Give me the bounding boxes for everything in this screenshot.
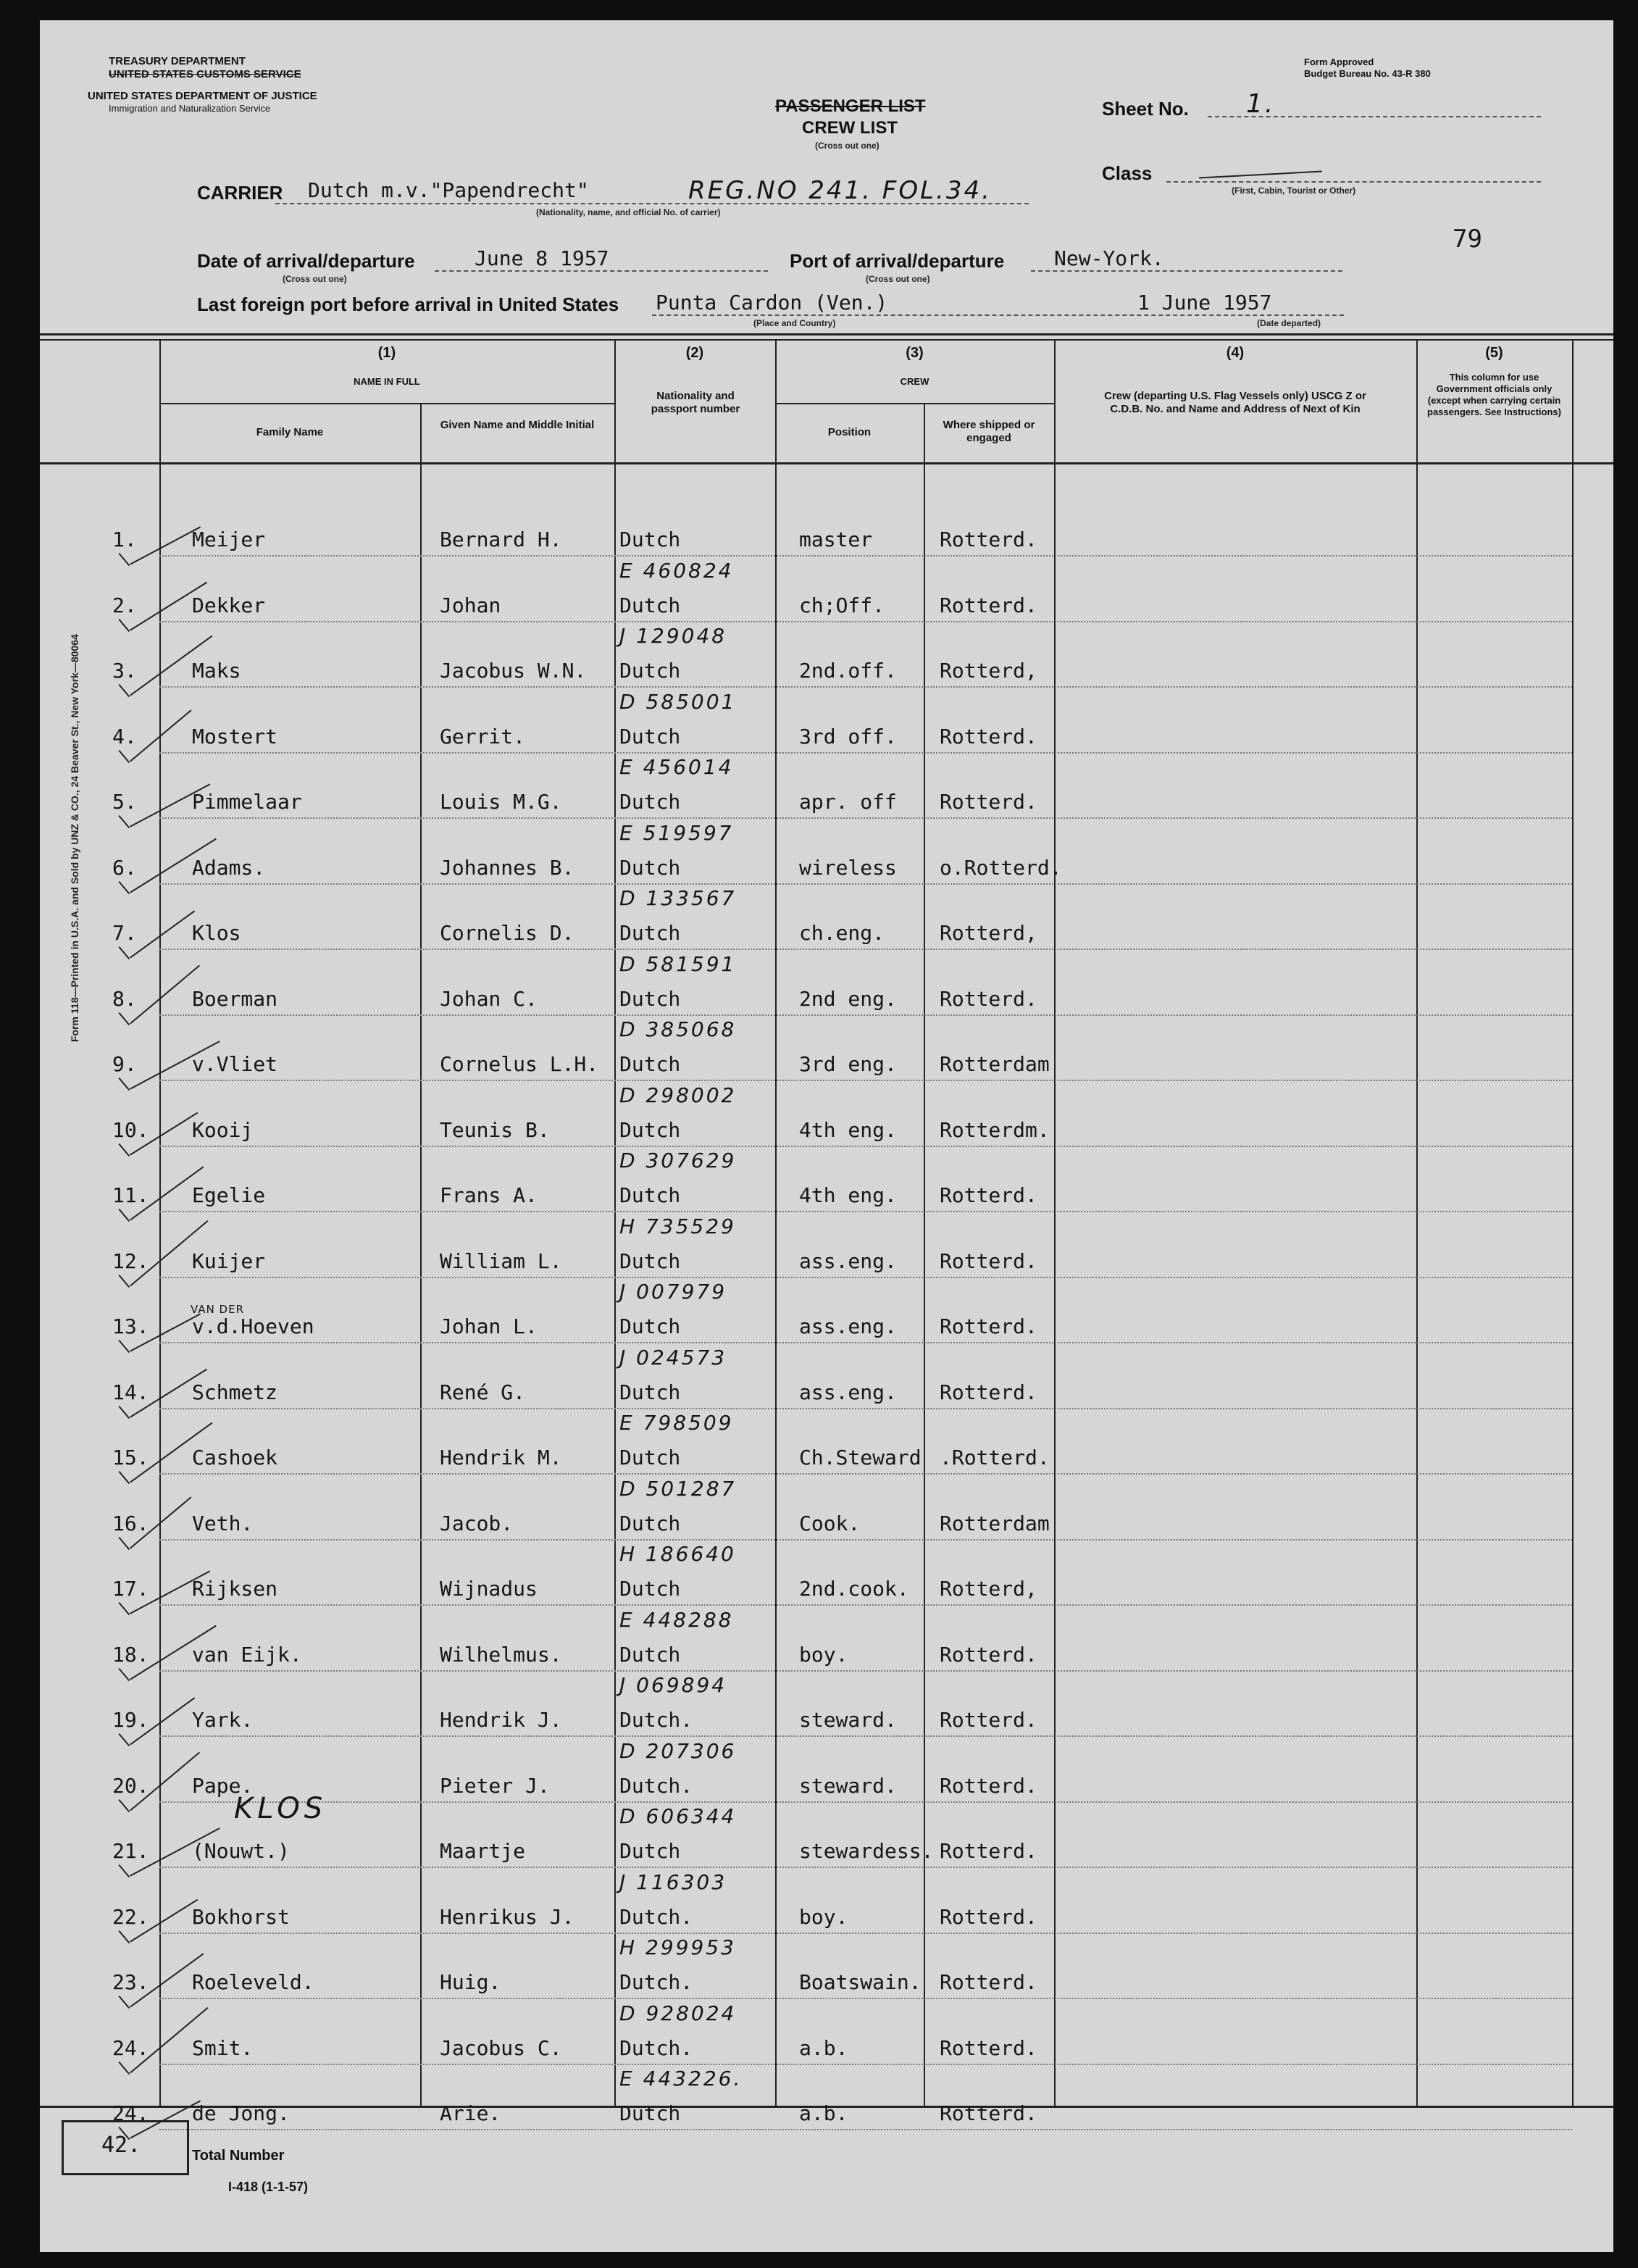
sheet-label: Sheet No.: [1102, 98, 1189, 120]
given-name: René G.: [440, 1380, 526, 1404]
given-name: Jacobus W.N.: [440, 659, 587, 683]
col-divider-gov: [1572, 339, 1574, 2107]
nationality: Dutch: [619, 855, 681, 880]
row-rule: [159, 1933, 1572, 1934]
passport-number: E 448288: [619, 1607, 734, 1632]
family-name: Kooij: [192, 1117, 254, 1142]
passport-number: D 581591: [619, 951, 737, 976]
last-port-label: Last foreign port before arrival in United States: [197, 293, 619, 315]
passport-number: H 299953: [619, 1935, 736, 1959]
position: 2nd.off.: [799, 659, 897, 683]
passport-number: D 207306: [619, 1738, 737, 1763]
position: ch.eng.: [799, 921, 885, 945]
position: ass.eng.: [799, 1248, 897, 1273]
list-cross-note: (Cross out one): [815, 141, 879, 151]
row-rule: [159, 752, 1572, 754]
row-number: 13.: [112, 1314, 149, 1338]
family-name: Pimmelaar: [192, 790, 302, 814]
given-name: Louis M.G.: [440, 790, 562, 814]
row-rule: [159, 621, 1572, 622]
family-name: van Eijk.: [192, 1642, 302, 1667]
departed-note: (Date departed): [1257, 318, 1321, 328]
carrier-label: CARRIER: [197, 182, 283, 204]
given-name: Johan: [440, 593, 501, 617]
check-mark: [118, 553, 130, 566]
class-dash-mark: [1199, 171, 1322, 179]
row-rule: [159, 949, 1572, 950]
nationality: Dutch: [619, 2101, 681, 2125]
position: Ch.Steward: [799, 1446, 922, 1469]
check-mark: [118, 1209, 130, 1222]
side-print-note: Form 118—Printed in U.S.A. and Sold by UNZ & CO., 24 Beaver St., New York—80064: [69, 634, 80, 1042]
given-name: Henrikus J.: [440, 1904, 574, 1929]
col5-sub: This column for use Government officials only (except when carrying certain passengers. See Instructions): [1427, 372, 1561, 417]
passport-number: H 735529: [619, 1214, 736, 1238]
family-name: de Jong.: [192, 2101, 290, 2125]
row-number: 17.: [112, 1577, 149, 1601]
given-name: Pieter J.: [440, 1773, 550, 1798]
passport-number: J 069894: [619, 1673, 727, 1697]
passport-number: D 501287: [619, 1476, 737, 1501]
date-value: June 8 1957: [475, 246, 609, 270]
agency-justice: UNITED STATES DEPARTMENT OF JUSTICE: [88, 90, 317, 102]
row-rule: [159, 1277, 1572, 1278]
carrier-value: Dutch m.v."Papendrecht": [308, 178, 589, 202]
position: ass.eng.: [799, 1380, 897, 1404]
shipped-where: Rotterd.: [940, 1248, 1037, 1273]
header-bottom-rule: [40, 462, 1613, 464]
check-mark: [118, 1996, 130, 2009]
position: ass.eng.: [799, 1314, 897, 1338]
position: apr. off: [799, 790, 897, 814]
passport-number: D 606344: [619, 1804, 737, 1828]
carrier-reg: REG.NO 241. FOL.34.: [688, 176, 992, 205]
family-name: Cashoek: [192, 1446, 278, 1469]
passport-number: D 585001: [619, 689, 737, 714]
departed-value: 1 June 1957: [1137, 291, 1272, 314]
check-mark: [118, 1471, 130, 1484]
row-number: 22.: [112, 1904, 149, 1929]
shipped-where: Rotterdm.: [940, 1117, 1050, 1142]
family-name: Boerman: [192, 986, 278, 1011]
given-name: Maartje: [440, 1839, 526, 1863]
row-rule: [159, 1539, 1572, 1541]
date-label: Date of arrival/departure: [197, 250, 415, 272]
nationality: Dutch: [619, 1642, 681, 1667]
nationality: Dutch: [619, 1511, 681, 1535]
col2-num: (2): [685, 345, 704, 361]
family-name: Roeleveld.: [192, 1970, 314, 1994]
col-given-header: Given Name and Middle Initial: [440, 419, 595, 431]
check-mark: [118, 1733, 130, 1746]
given-name: Jacob.: [440, 1511, 514, 1535]
family-name: Smit.: [192, 2035, 254, 2060]
shipped-where: Rotterd.: [940, 1970, 1037, 1994]
nationality: Dutch: [619, 986, 681, 1011]
position: 3rd off.: [799, 724, 897, 749]
agency-treasury: TREASURY DEPARTMENT: [109, 55, 246, 67]
position: 2nd eng.: [799, 986, 897, 1011]
given-name: Arie.: [440, 2101, 501, 2125]
row-number: 3.: [112, 659, 137, 683]
last-port-line: [652, 314, 1344, 316]
position: 4th eng.: [799, 1183, 897, 1207]
check-mark: [118, 684, 130, 697]
position: stewardess.: [799, 1839, 934, 1863]
given-name: Huig.: [440, 1970, 501, 1994]
shipped-where: Rotterd.: [940, 593, 1037, 617]
family-name: Pape.: [192, 1773, 254, 1798]
col3-sub: CREW: [900, 376, 929, 387]
nationality: Dutch.: [619, 1773, 693, 1798]
shipped-where: Rotterd.: [940, 2035, 1037, 2060]
row-rule: [159, 2129, 1572, 2130]
passport-number: D 385068: [619, 1017, 737, 1041]
col-divider-next-of-kin: [1416, 339, 1418, 2107]
shipped-where: Rotterd.: [940, 1183, 1037, 1207]
row-number: 4.: [112, 724, 137, 749]
nationality: Dutch: [619, 659, 681, 683]
position: steward.: [799, 1708, 897, 1732]
position: ch;Off.: [799, 593, 885, 617]
passport-number: H 186640: [619, 1542, 736, 1566]
position: wireless: [799, 855, 897, 880]
shipped-where: Rotterd,: [940, 659, 1037, 683]
date-line: [435, 270, 768, 272]
row-number: 10.: [112, 1117, 149, 1142]
check-mark: [118, 815, 130, 828]
col-divider-given: [614, 339, 616, 2107]
check-mark: [118, 1668, 130, 1681]
col5-num: (5): [1485, 345, 1503, 361]
check-mark: [118, 1537, 130, 1550]
nationality: Dutch: [619, 1052, 681, 1076]
row-rule: [159, 1342, 1572, 1343]
row-rule: [159, 883, 1572, 885]
check-mark: [118, 750, 130, 763]
row-number: 21.: [112, 1839, 149, 1863]
shipped-where: Rotterd.: [940, 1839, 1037, 1863]
shipped-where: Rotterdam: [940, 1511, 1050, 1535]
nationality: Dutch: [619, 724, 681, 749]
row-rule: [159, 686, 1572, 688]
agency-customs: UNITED STATES CUSTOMS SERVICE: [109, 68, 301, 80]
shipped-where: Rotterd.: [940, 1773, 1037, 1798]
last-port-value: Punta Cardon (Ven.): [656, 291, 888, 314]
check-mark: [118, 881, 130, 894]
family-name: Rijksen: [192, 1577, 278, 1601]
passport-number: J 129048: [619, 624, 727, 648]
check-mark: [118, 619, 130, 632]
col1-sub: NAME IN FULL: [354, 376, 420, 387]
passenger-list-struck: PASSENGER LIST: [775, 96, 926, 116]
passport-number: E 460824: [619, 558, 734, 583]
row-rule: [159, 1670, 1572, 1672]
col-divider-where: [1054, 339, 1056, 2107]
row-number: 12.: [112, 1248, 149, 1273]
given-name: Frans A.: [440, 1183, 538, 1207]
family-name: Mostert: [192, 724, 278, 749]
nationality: Dutch: [619, 1577, 681, 1601]
family-name: v.d.Hoeven: [192, 1314, 314, 1338]
family-name: Maks: [192, 659, 241, 683]
table-top-rule: [40, 333, 1613, 335]
row-rule: [159, 1735, 1572, 1737]
col-position-header: Position: [827, 426, 872, 438]
row-number: 1.: [112, 528, 137, 551]
class-line: [1166, 181, 1541, 183]
shipped-where: o.Rotterd.: [940, 855, 1062, 880]
passport-number: E 798509: [619, 1411, 734, 1435]
crew-list-title: CREW LIST: [802, 118, 898, 138]
annotation-klos: KLOS: [234, 1792, 327, 1825]
check-mark: [118, 1406, 130, 1419]
passport-number: D 307629: [619, 1148, 737, 1172]
passport-number: E 519597: [619, 820, 734, 845]
row-rule: [159, 1604, 1572, 1606]
row-number: 5.: [112, 790, 137, 814]
family-name: Bokhorst: [192, 1904, 290, 1929]
given-name: Gerrit.: [440, 724, 526, 749]
check-mark: [118, 1930, 130, 1943]
row-rule: [159, 1080, 1572, 1081]
row-rule: [159, 1867, 1572, 1868]
col-divider-num: [159, 339, 161, 2107]
position: boy.: [799, 1642, 848, 1667]
check-mark: [118, 1864, 130, 1877]
given-name: Teunis B.: [440, 1117, 550, 1142]
position: Boatswain.: [799, 1970, 922, 1994]
shipped-where: Rotterd.: [940, 1380, 1037, 1404]
shipped-where: Rotterd.: [940, 2101, 1037, 2125]
nationality: Dutch: [619, 1839, 681, 1863]
row-rule: [159, 1473, 1572, 1475]
given-name: Johan L.: [440, 1314, 538, 1338]
name-sub-rule: [159, 403, 614, 404]
nationality: Dutch.: [619, 2035, 693, 2060]
shipped-where: Rotterd.: [940, 528, 1037, 551]
class-label: Class: [1102, 162, 1153, 184]
shipped-where: Rotterd.: [940, 724, 1037, 749]
sheet-value: 1.: [1246, 89, 1276, 119]
nationality: Dutch: [619, 790, 681, 814]
position: 4th eng.: [799, 1117, 897, 1142]
row-number: 19.: [112, 1708, 149, 1732]
family-name: Veth.: [192, 1511, 254, 1535]
form-approved: Form Approved: [1304, 57, 1374, 67]
shipped-where: Rotterd,: [940, 921, 1037, 945]
row-number: 11.: [112, 1183, 149, 1207]
check-mark: [118, 2061, 130, 2075]
col-where-header: Where shipped or engaged: [943, 419, 1035, 444]
family-name: Adams.: [192, 855, 266, 880]
col2-sub: Nationality and passport number: [651, 390, 740, 415]
annotation-vander: VAN DER: [191, 1303, 245, 1316]
port-label: Port of arrival/departure: [790, 250, 1005, 272]
row-number: 16.: [112, 1511, 149, 1535]
row-rule: [159, 817, 1572, 819]
given-name: Cornelis D.: [440, 921, 574, 945]
family-name: (Nouwt.): [192, 1839, 290, 1863]
total-label: Total Number: [192, 2148, 285, 2164]
col4-num: (4): [1226, 345, 1245, 361]
given-name: Johannes B.: [440, 855, 574, 880]
passport-number: E 456014: [619, 755, 734, 779]
shipped-where: Rotterd,: [940, 1577, 1037, 1601]
row-rule: [159, 1014, 1572, 1016]
shipped-where: .Rotterd.: [940, 1446, 1050, 1469]
table-top-rule-2: [40, 339, 1613, 341]
check-mark-stroke: [130, 910, 195, 958]
position: boy.: [799, 1904, 848, 1929]
position: 3rd eng.: [799, 1052, 897, 1076]
row-number: 14.: [112, 1380, 149, 1404]
nationality: Dutch: [619, 1314, 681, 1338]
check-mark: [118, 1143, 130, 1156]
nationality: Dutch.: [619, 1970, 693, 1994]
crew-sub-rule: [775, 403, 1054, 404]
given-name: Wijnadus: [440, 1577, 538, 1601]
position: a.b.: [799, 2101, 848, 2125]
family-name: Dekker: [192, 593, 266, 617]
passport-number: J 116303: [619, 1869, 727, 1894]
given-name: Hendrik M.: [440, 1446, 562, 1469]
passport-number: J 007979: [619, 1280, 727, 1304]
row-rule: [159, 1146, 1572, 1147]
nationality: Dutch.: [619, 1904, 693, 1929]
passport-number: D 133567: [619, 886, 737, 910]
carrier-note: (Nationality, name, and official No. of carrier): [536, 207, 721, 217]
row-rule: [159, 1998, 1572, 1999]
check-mark: [118, 1799, 130, 1812]
family-name: Egelie: [192, 1183, 266, 1207]
nationality: Dutch: [619, 593, 681, 617]
row-rule: [159, 2064, 1572, 2065]
position: 2nd.cook.: [799, 1577, 909, 1601]
row-number: 7.: [112, 921, 137, 945]
row-rule: [159, 1408, 1572, 1409]
given-name: Bernard H.: [440, 528, 562, 551]
nationality: Dutch: [619, 1446, 681, 1469]
shipped-where: Rotterd.: [940, 986, 1037, 1011]
given-name: Hendrik J.: [440, 1708, 562, 1732]
family-name: v.Vliet: [192, 1052, 278, 1076]
row-number: 20.: [112, 1773, 149, 1798]
family-name: Kuijer: [192, 1248, 266, 1273]
check-mark: [118, 946, 130, 959]
passport-number: E 443226.: [619, 2067, 743, 2090]
family-name: Klos: [192, 921, 241, 945]
class-note: (First, Cabin, Tourist or Other): [1232, 185, 1356, 196]
position: steward.: [799, 1773, 897, 1798]
row-number: 24.: [112, 2035, 149, 2060]
port-cross-note: (Cross out one): [866, 274, 930, 284]
nationality: Dutch: [619, 921, 681, 945]
nationality: Dutch: [619, 1183, 681, 1207]
row-rule: [159, 1211, 1572, 1212]
row-rule: [159, 1801, 1572, 1803]
check-mark-stroke: [130, 526, 201, 564]
row-rule: [159, 555, 1572, 556]
shipped-where: Rotterd.: [940, 1314, 1037, 1338]
col1-num: (1): [377, 345, 396, 361]
position: a.b.: [799, 2035, 848, 2060]
agency-ins: Immigration and Naturalization Service: [109, 103, 271, 114]
check-mark: [118, 1012, 130, 1025]
port-value: New-York.: [1054, 246, 1164, 270]
crew-list-form: [40, 20, 1613, 2252]
row-number: 18.: [112, 1642, 149, 1667]
given-name: Wilhelmus.: [440, 1642, 562, 1667]
row-number: 15.: [112, 1446, 149, 1469]
form-code: I-418 (1-1-57): [228, 2180, 309, 2194]
shipped-where: Rotterdam: [940, 1052, 1050, 1076]
col4-sub: Crew (departing U.S. Flag Vessels only) USCG Z or C.D.B. No. and Name and Address of Next of Kin: [1104, 390, 1366, 415]
shipped-where: Rotterd.: [940, 1642, 1037, 1667]
row-number: 8.: [112, 986, 137, 1011]
port-line: [1031, 270, 1342, 272]
row-number: 6.: [112, 855, 137, 880]
passport-number: J 024573: [619, 1345, 727, 1369]
shipped-where: Rotterd.: [940, 1904, 1037, 1929]
given-name: William L.: [440, 1248, 562, 1273]
page-number: 79: [1453, 225, 1482, 254]
nationality: Dutch: [619, 1117, 681, 1142]
check-mark: [118, 1340, 130, 1353]
nationality: Dutch.: [619, 1708, 693, 1732]
col3-num: (3): [906, 345, 924, 361]
total-value: 42.: [101, 2132, 141, 2158]
check-mark: [118, 1077, 130, 1091]
col-divider-nationality: [775, 339, 777, 2107]
budget-bureau: Budget Bureau No. 43-R 380: [1304, 68, 1431, 79]
family-name: Meijer: [192, 528, 266, 551]
given-name: Cornelus L.H.: [440, 1052, 599, 1076]
passport-number: D 928024: [619, 2001, 737, 2025]
nationality: Dutch: [619, 1248, 681, 1273]
shipped-where: Rotterd.: [940, 790, 1037, 814]
row-number: 2.: [112, 593, 137, 617]
passport-number: D 298002: [619, 1083, 737, 1107]
col-divider-family: [420, 403, 422, 2107]
col-family-header: Family Name: [256, 426, 324, 438]
check-mark: [118, 1275, 130, 1288]
nationality: Dutch: [619, 528, 681, 551]
row-number: 23.: [112, 1970, 149, 1994]
shipped-where: Rotterd.: [940, 1708, 1037, 1732]
row-number: 9.: [112, 1052, 137, 1076]
check-mark: [118, 1602, 130, 1615]
date-cross-note: (Cross out one): [283, 274, 347, 284]
given-name: Johan C.: [440, 986, 538, 1011]
family-name: Schmetz: [192, 1380, 278, 1404]
family-name: Yark.: [192, 1708, 254, 1732]
position: Cook.: [799, 1511, 861, 1535]
nationality: Dutch: [619, 1380, 681, 1404]
given-name: Jacobus C.: [440, 2035, 562, 2060]
row-number: 24.: [112, 2101, 149, 2125]
position: master: [799, 528, 873, 551]
place-note: (Place and Country): [753, 318, 836, 328]
